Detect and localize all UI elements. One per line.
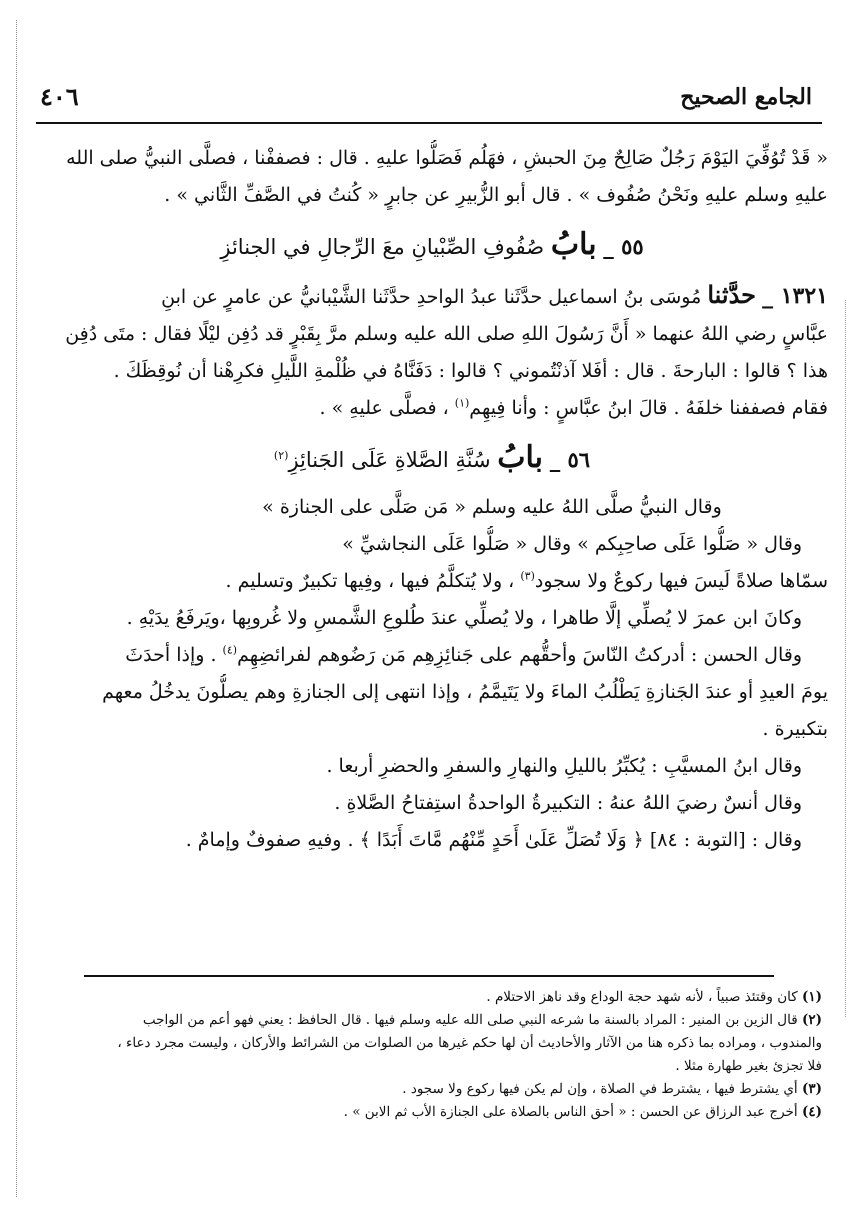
- chapter-number: ٥٦ _: [549, 447, 591, 472]
- bab-word: بابُ: [497, 440, 543, 475]
- footnote-4: [36, 1101, 822, 1124]
- footnote-text: قال الزين بن المنير : المراد بالسنة ما شرعه النبي صلى الله عليه وسلم فيها . قال الحافظ : يعني فهو أعم من الواجب: [142, 1012, 798, 1028]
- book-title: الجامع الصحيح: [680, 84, 812, 110]
- footnote-label: (٤): [801, 1104, 822, 1120]
- footnote-3: [36, 1078, 822, 1101]
- text-line: وقال أنسٌ رضيَ اللهُ عنهُ : التكبيرةُ الواحدةُ استِفتاحُ الصَّلاةِ .: [334, 792, 802, 814]
- footnote-mark[interactable]: (٤): [222, 643, 238, 657]
- haddathana-word: حدَّثنا: [707, 280, 757, 309]
- chapter-title: صُفُوفِ الصِّبْيانِ معَ الرِّجالِ في الجنائزِ: [220, 235, 545, 259]
- text-span: . وإذا أحدَثَ: [125, 644, 223, 666]
- footnote-mark[interactable]: (٢): [273, 449, 289, 462]
- footnote-rule: [84, 975, 774, 977]
- chapter-title: سُنَّةِ الصَّلاةِ عَلَى الجَنائِزِ: [288, 448, 491, 472]
- text-line: [36, 390, 828, 427]
- footnote-mark[interactable]: (٣): [520, 569, 535, 583]
- text-line: وقال ابنُ المسيَّبِ : يُكبِّرُ بالليلِ والنهارِ والسفرِ والحضرِ أربعا .: [326, 755, 802, 777]
- isnad-text: مُوسَى بنُ اسماعيل حدَّثَنا عبدُ الواحدِ حدَّثَنا الشَّيْبانيُّ عن عامرٍ عن ابنِ: [161, 286, 702, 308]
- footnote-text: كان وقتئذ صبياً ، لأنه شهد حجة الوداع وقد ناهز الاحتلام .: [486, 989, 798, 1005]
- text-line: وقال « صَلُّوا عَلَى صاحِبِكم » وقال « صَلُّوا عَلَى النجاشيِّ »: [342, 533, 802, 555]
- text-line: [36, 637, 828, 674]
- footnote-label: (١): [801, 989, 822, 1005]
- chapter-heading-56: [36, 439, 828, 479]
- text-line: « قَدْ تُوُفِّيَ اليَوْمَ رَجُلٌ صَالِحٌ مِنَ الحبشِ ، فهَلُم فَصَلُّوا عليهِ . قال : فصففْنا ، فصلَّى النبيُّ صلى الله: [66, 147, 828, 169]
- footnote-2-continued: والمندوب ، ومراده بما ذكره هنا من الآثار والأحاديث أن لها حكم غيرها من الصلوات من الشرائط والأركان ، وليست مجرد دعاء ،: [117, 1035, 822, 1051]
- text-span: وقال الحسن : أدركتُ النّاسَ وأحقُّهم على جَنائِزِهِم مَن رَضُوهم لفرائضِهِم: [237, 644, 802, 666]
- chapter-heading-55: [36, 226, 828, 266]
- main-text: [36, 140, 828, 859]
- bab-word: بابُ: [550, 227, 597, 262]
- hadith-number: ١٣٢١ _: [762, 283, 828, 309]
- text-line: يومَ العيدِ أو عندَ الجَنازةِ يَطْلُبُ الماءَ ولا يَتَيمَّمُ ، وإذا انتهى إلى الجنازةِ وهم يصلُّونَ يدخُلُ معهم: [102, 681, 828, 703]
- text-line: وقال : [التوبة : ٨٤] ﴿ وَلَا تُصَلِّ عَلَىٰ أَحَدٍ مِّنْهُم مَّاتَ أَبَدًا ﴾ . وفيهِ صفوفٌ وإمامٌ .: [185, 829, 802, 851]
- text-span: سمّاها صلاةً لَيسَ فيها ركوعٌ ولا سجود: [534, 570, 828, 592]
- footnote-text: أي يشترط فيها ، يشترط في الصلاة ، وإن لم يكن فيها ركوع ولا سجود .: [402, 1081, 798, 1097]
- footnote-1: [36, 986, 822, 1009]
- text-line: وكانَ ابن عمرَ لا يُصلِّي إلَّا طاهرا ، ولا يُصلِّي عندَ طُلوعِ الشَّمسِ ولا غُروبِها ،ويَرفَعُ يدَيْهِ .: [126, 607, 802, 629]
- footnote-2: [36, 1009, 822, 1032]
- chapter-number: ٥٥ _: [603, 234, 644, 259]
- scan-edge-left: [16, 20, 17, 1197]
- text-span: ، فصلَّى عليهِ » .: [319, 397, 455, 419]
- hadith-1321-line: [36, 276, 828, 316]
- scan-edge-right: [845, 300, 846, 1017]
- text-line: [36, 563, 828, 600]
- footnote-2-continued: فلا تجزئ بغير طهارة مثلا .: [675, 1058, 822, 1074]
- running-header: [36, 80, 822, 116]
- page-number: ٤٠٦: [40, 82, 79, 111]
- text-line: بتكبيرة .: [762, 718, 828, 740]
- text-line: عليهِ وسلم عليهِ ونَحْنُ صُفُوف » . قال أبو الزُّبيرِ عن جابرٍ « كُنتُ في الصَّفِّ الثَّاني » .: [164, 184, 828, 206]
- header-rule: [36, 122, 822, 124]
- footnote-mark[interactable]: (١): [454, 396, 470, 410]
- footnote-label: (٢): [801, 1012, 822, 1028]
- text-span: ، ولا يُتكلَّمُ فيها ، وفِيها تكبيرٌ وتسليم .: [225, 570, 521, 592]
- footnotes: [36, 986, 822, 1124]
- footnote-text: أخرج عبد الرزاق عن الحسن : « أحق الناس بالصلاة على الجنازة الأب ثم الابن » .: [343, 1104, 798, 1120]
- text-span: فقام فصففنا خلفَهُ . قالَ ابنُ عبَّاسٍ : وأنا فِيهِم: [469, 397, 828, 419]
- text-line: عبَّاسٍ رضي اللهُ عنهما « أَنَّ رَسُولَ اللهِ صلى الله عليه وسلم مرَّ بِقَبْرٍ قد دُفِن ليْلًا فقال : متَى دُفِن: [65, 323, 828, 345]
- text-line: وقال النبيُّ صلَّى اللهُ عليه وسلم « مَن صَلَّى على الجنازة »: [262, 496, 722, 518]
- footnote-label: (٣): [801, 1081, 822, 1097]
- text-line: هذا ؟ قالوا : البارحةَ . قال : أفَلا آذنْتُموني ؟ قالوا : دَفَنَّاهُ في ظُلْمةِ اللَّيلِ فكرِهْنا أن نُوقِظَكَ .: [113, 360, 828, 382]
